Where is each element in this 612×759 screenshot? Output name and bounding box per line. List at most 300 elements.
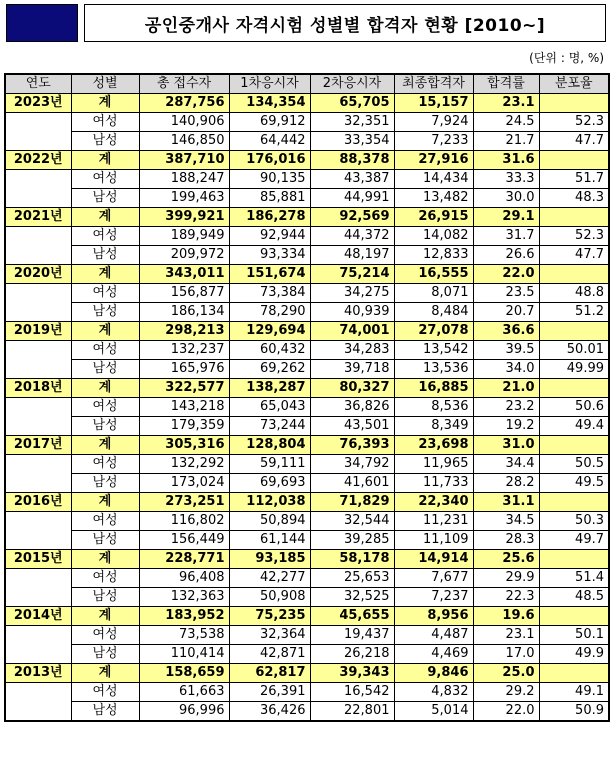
distribution-cell: 50.01 xyxy=(539,341,609,360)
round1-cell: 138,287 xyxy=(229,379,310,398)
distribution-cell: 51.4 xyxy=(539,569,609,588)
sex-cell: 여성 xyxy=(71,113,139,132)
round2-cell: 44,991 xyxy=(310,189,394,208)
year-cell: 2013년 xyxy=(5,664,71,683)
round2-cell: 76,393 xyxy=(310,436,394,455)
distribution-cell xyxy=(539,550,609,569)
round2-cell: 19,437 xyxy=(310,626,394,645)
total-applicants-cell: 132,237 xyxy=(139,341,229,360)
final-pass-cell: 8,536 xyxy=(394,398,473,417)
pass-rate-cell: 24.5 xyxy=(473,113,539,132)
final-pass-cell: 15,157 xyxy=(394,94,473,113)
round1-cell: 42,277 xyxy=(229,569,310,588)
pass-rate-cell: 25.6 xyxy=(473,550,539,569)
table-row xyxy=(5,607,609,626)
round2-cell: 44,372 xyxy=(310,227,394,246)
title-bar xyxy=(6,4,606,42)
table-row xyxy=(5,341,609,360)
round1-cell: 93,334 xyxy=(229,246,310,265)
year-spacer-cell xyxy=(5,512,71,531)
pass-rate-cell: 34.5 xyxy=(473,512,539,531)
final-pass-cell: 16,555 xyxy=(394,265,473,284)
final-pass-cell: 8,956 xyxy=(394,607,473,626)
sex-cell: 계 xyxy=(71,208,139,227)
year-spacer-cell xyxy=(5,284,71,303)
distribution-cell xyxy=(539,94,609,113)
sex-cell: 여성 xyxy=(71,512,139,531)
col-header-total-applicants: 총 접수자 xyxy=(139,74,229,94)
round1-cell: 128,804 xyxy=(229,436,310,455)
pass-rate-cell: 22.3 xyxy=(473,588,539,607)
year-spacer-cell xyxy=(5,189,71,208)
pass-rate-cell: 34.4 xyxy=(473,455,539,474)
round2-cell: 80,327 xyxy=(310,379,394,398)
distribution-cell: 47.7 xyxy=(539,132,609,151)
sex-cell: 여성 xyxy=(71,398,139,417)
year-spacer-cell xyxy=(5,398,71,417)
distribution-cell: 50.6 xyxy=(539,398,609,417)
year-cell: 2018년 xyxy=(5,379,71,398)
final-pass-cell: 26,915 xyxy=(394,208,473,227)
total-applicants-cell: 322,577 xyxy=(139,379,229,398)
table-row xyxy=(5,170,609,189)
year-cell: 2020년 xyxy=(5,265,71,284)
round2-cell: 34,792 xyxy=(310,455,394,474)
round1-cell: 92,944 xyxy=(229,227,310,246)
total-applicants-cell: 399,921 xyxy=(139,208,229,227)
table-row xyxy=(5,702,609,722)
table-row xyxy=(5,303,609,322)
total-applicants-cell: 96,996 xyxy=(139,702,229,722)
table-row xyxy=(5,626,609,645)
total-applicants-cell: 343,011 xyxy=(139,265,229,284)
pass-rate-cell: 39.5 xyxy=(473,341,539,360)
distribution-cell xyxy=(539,493,609,512)
table-row xyxy=(5,683,609,702)
table-row xyxy=(5,113,609,132)
year-spacer-cell xyxy=(5,132,71,151)
final-pass-cell: 13,542 xyxy=(394,341,473,360)
total-applicants-cell: 143,218 xyxy=(139,398,229,417)
sex-cell: 남성 xyxy=(71,474,139,493)
total-applicants-cell: 209,972 xyxy=(139,246,229,265)
distribution-cell xyxy=(539,379,609,398)
pass-rate-cell: 34.0 xyxy=(473,360,539,379)
sex-cell: 남성 xyxy=(71,645,139,664)
year-spacer-cell xyxy=(5,531,71,550)
distribution-cell xyxy=(539,436,609,455)
table-row xyxy=(5,550,609,569)
year-spacer-cell xyxy=(5,702,71,722)
final-pass-cell: 14,914 xyxy=(394,550,473,569)
sex-cell: 남성 xyxy=(71,189,139,208)
final-pass-cell: 14,434 xyxy=(394,170,473,189)
table-row xyxy=(5,227,609,246)
pass-rate-cell: 21.0 xyxy=(473,379,539,398)
total-applicants-cell: 183,952 xyxy=(139,607,229,626)
total-applicants-cell: 387,710 xyxy=(139,151,229,170)
distribution-cell: 49.1 xyxy=(539,683,609,702)
year-spacer-cell xyxy=(5,113,71,132)
year-spacer-cell xyxy=(5,246,71,265)
distribution-cell: 49.7 xyxy=(539,531,609,550)
col-header-round2: 2차응시자 xyxy=(310,74,394,94)
total-applicants-cell: 298,213 xyxy=(139,322,229,341)
round2-cell: 36,826 xyxy=(310,398,394,417)
round2-cell: 32,351 xyxy=(310,113,394,132)
year-cell: 2022년 xyxy=(5,151,71,170)
year-cell: 2015년 xyxy=(5,550,71,569)
round1-cell: 73,244 xyxy=(229,417,310,436)
distribution-cell: 49.4 xyxy=(539,417,609,436)
page-title: 공인중개사 자격시험 성별별 합격자 현황 [2010~] xyxy=(84,4,606,42)
round2-cell: 39,343 xyxy=(310,664,394,683)
sex-cell: 여성 xyxy=(71,569,139,588)
round1-cell: 129,694 xyxy=(229,322,310,341)
distribution-cell: 49.9 xyxy=(539,645,609,664)
total-applicants-cell: 228,771 xyxy=(139,550,229,569)
sex-cell: 여성 xyxy=(71,170,139,189)
total-applicants-cell: 116,802 xyxy=(139,512,229,531)
round1-cell: 42,871 xyxy=(229,645,310,664)
total-applicants-cell: 110,414 xyxy=(139,645,229,664)
round2-cell: 32,525 xyxy=(310,588,394,607)
distribution-cell: 52.3 xyxy=(539,113,609,132)
pass-rate-cell: 31.0 xyxy=(473,436,539,455)
round2-cell: 25,653 xyxy=(310,569,394,588)
pass-rate-cell: 22.0 xyxy=(473,265,539,284)
round2-cell: 43,387 xyxy=(310,170,394,189)
round2-cell: 39,285 xyxy=(310,531,394,550)
year-spacer-cell xyxy=(5,360,71,379)
year-spacer-cell xyxy=(5,170,71,189)
final-pass-cell: 4,469 xyxy=(394,645,473,664)
total-applicants-cell: 173,024 xyxy=(139,474,229,493)
sex-cell: 남성 xyxy=(71,360,139,379)
pass-rate-cell: 29.1 xyxy=(473,208,539,227)
distribution-cell: 48.3 xyxy=(539,189,609,208)
round2-cell: 45,655 xyxy=(310,607,394,626)
year-spacer-cell xyxy=(5,645,71,664)
table-row xyxy=(5,265,609,284)
year-cell: 2023년 xyxy=(5,94,71,113)
round2-cell: 43,501 xyxy=(310,417,394,436)
round2-cell: 34,275 xyxy=(310,284,394,303)
sex-cell: 여성 xyxy=(71,626,139,645)
table-row xyxy=(5,531,609,550)
sex-cell: 계 xyxy=(71,265,139,284)
sex-cell: 계 xyxy=(71,550,139,569)
round2-cell: 74,001 xyxy=(310,322,394,341)
total-applicants-cell: 189,949 xyxy=(139,227,229,246)
round1-cell: 69,693 xyxy=(229,474,310,493)
round1-cell: 60,432 xyxy=(229,341,310,360)
final-pass-cell: 16,885 xyxy=(394,379,473,398)
pass-rate-cell: 19.6 xyxy=(473,607,539,626)
table-body xyxy=(5,94,609,722)
year-spacer-cell xyxy=(5,626,71,645)
total-applicants-cell: 188,247 xyxy=(139,170,229,189)
pass-rate-cell: 19.2 xyxy=(473,417,539,436)
final-pass-cell: 8,484 xyxy=(394,303,473,322)
table-header-row xyxy=(5,74,609,94)
table-row xyxy=(5,417,609,436)
final-pass-cell: 13,482 xyxy=(394,189,473,208)
round1-cell: 176,016 xyxy=(229,151,310,170)
total-applicants-cell: 287,756 xyxy=(139,94,229,113)
sex-cell: 남성 xyxy=(71,702,139,722)
round1-cell: 78,290 xyxy=(229,303,310,322)
pass-rate-cell: 33.3 xyxy=(473,170,539,189)
sex-cell: 계 xyxy=(71,436,139,455)
year-spacer-cell xyxy=(5,417,71,436)
table-row xyxy=(5,208,609,227)
stats-table xyxy=(4,73,610,722)
final-pass-cell: 11,109 xyxy=(394,531,473,550)
round1-cell: 93,185 xyxy=(229,550,310,569)
col-header-pass-rate: 합격률 xyxy=(473,74,539,94)
sex-cell: 남성 xyxy=(71,246,139,265)
pass-rate-cell: 23.1 xyxy=(473,626,539,645)
final-pass-cell: 27,078 xyxy=(394,322,473,341)
round1-cell: 134,354 xyxy=(229,94,310,113)
year-spacer-cell xyxy=(5,683,71,702)
table-row xyxy=(5,94,609,113)
distribution-cell: 49.5 xyxy=(539,474,609,493)
table-row xyxy=(5,588,609,607)
total-applicants-cell: 165,976 xyxy=(139,360,229,379)
table-row xyxy=(5,493,609,512)
pass-rate-cell: 30.0 xyxy=(473,189,539,208)
round2-cell: 65,705 xyxy=(310,94,394,113)
year-spacer-cell xyxy=(5,303,71,322)
distribution-cell: 50.3 xyxy=(539,512,609,531)
year-spacer-cell xyxy=(5,474,71,493)
final-pass-cell: 7,924 xyxy=(394,113,473,132)
title-accent-block xyxy=(6,4,78,42)
pass-rate-cell: 25.0 xyxy=(473,664,539,683)
final-pass-cell: 8,071 xyxy=(394,284,473,303)
round1-cell: 61,144 xyxy=(229,531,310,550)
round2-cell: 16,542 xyxy=(310,683,394,702)
col-header-round1: 1차응시자 xyxy=(229,74,310,94)
table-row xyxy=(5,284,609,303)
pass-rate-cell: 26.6 xyxy=(473,246,539,265)
total-applicants-cell: 132,363 xyxy=(139,588,229,607)
distribution-cell: 48.8 xyxy=(539,284,609,303)
round1-cell: 69,912 xyxy=(229,113,310,132)
final-pass-cell: 12,833 xyxy=(394,246,473,265)
round2-cell: 34,283 xyxy=(310,341,394,360)
table-row xyxy=(5,436,609,455)
final-pass-cell: 23,698 xyxy=(394,436,473,455)
distribution-cell xyxy=(539,208,609,227)
final-pass-cell: 22,340 xyxy=(394,493,473,512)
final-pass-cell: 27,916 xyxy=(394,151,473,170)
sex-cell: 여성 xyxy=(71,227,139,246)
distribution-cell: 50.1 xyxy=(539,626,609,645)
total-applicants-cell: 146,850 xyxy=(139,132,229,151)
pass-rate-cell: 23.1 xyxy=(473,94,539,113)
sex-cell: 계 xyxy=(71,379,139,398)
round2-cell: 71,829 xyxy=(310,493,394,512)
pass-rate-cell: 29.9 xyxy=(473,569,539,588)
round1-cell: 75,235 xyxy=(229,607,310,626)
distribution-cell: 51.2 xyxy=(539,303,609,322)
total-applicants-cell: 158,659 xyxy=(139,664,229,683)
table-row xyxy=(5,379,609,398)
round1-cell: 36,426 xyxy=(229,702,310,722)
distribution-cell xyxy=(539,322,609,341)
table-row xyxy=(5,132,609,151)
round1-cell: 65,043 xyxy=(229,398,310,417)
year-cell: 2019년 xyxy=(5,322,71,341)
table-row xyxy=(5,512,609,531)
total-applicants-cell: 186,134 xyxy=(139,303,229,322)
round2-cell: 32,544 xyxy=(310,512,394,531)
round2-cell: 41,601 xyxy=(310,474,394,493)
round2-cell: 33,354 xyxy=(310,132,394,151)
round1-cell: 59,111 xyxy=(229,455,310,474)
pass-rate-cell: 23.2 xyxy=(473,398,539,417)
total-applicants-cell: 156,877 xyxy=(139,284,229,303)
total-applicants-cell: 73,538 xyxy=(139,626,229,645)
final-pass-cell: 4,832 xyxy=(394,683,473,702)
col-header-final-pass: 최종합격자 xyxy=(394,74,473,94)
final-pass-cell: 11,965 xyxy=(394,455,473,474)
distribution-cell: 48.5 xyxy=(539,588,609,607)
distribution-cell: 50.5 xyxy=(539,455,609,474)
col-header-distribution: 분포율 xyxy=(539,74,609,94)
table-row xyxy=(5,360,609,379)
pass-rate-cell: 28.2 xyxy=(473,474,539,493)
total-applicants-cell: 179,359 xyxy=(139,417,229,436)
sex-cell: 남성 xyxy=(71,417,139,436)
table-row xyxy=(5,455,609,474)
distribution-cell: 51.7 xyxy=(539,170,609,189)
round2-cell: 88,378 xyxy=(310,151,394,170)
final-pass-cell: 8,349 xyxy=(394,417,473,436)
round2-cell: 39,718 xyxy=(310,360,394,379)
round1-cell: 64,442 xyxy=(229,132,310,151)
total-applicants-cell: 140,906 xyxy=(139,113,229,132)
final-pass-cell: 9,846 xyxy=(394,664,473,683)
round1-cell: 151,674 xyxy=(229,265,310,284)
round1-cell: 69,262 xyxy=(229,360,310,379)
year-cell: 2014년 xyxy=(5,607,71,626)
round1-cell: 85,881 xyxy=(229,189,310,208)
final-pass-cell: 13,536 xyxy=(394,360,473,379)
unit-note: (단위 : 명, %) xyxy=(529,51,604,65)
final-pass-cell: 7,237 xyxy=(394,588,473,607)
sex-cell: 여성 xyxy=(71,455,139,474)
round1-cell: 73,384 xyxy=(229,284,310,303)
pass-rate-cell: 31.7 xyxy=(473,227,539,246)
year-cell: 2016년 xyxy=(5,493,71,512)
pass-rate-cell: 29.2 xyxy=(473,683,539,702)
year-spacer-cell xyxy=(5,341,71,360)
table-row xyxy=(5,189,609,208)
year-spacer-cell xyxy=(5,569,71,588)
sex-cell: 남성 xyxy=(71,132,139,151)
sex-cell: 계 xyxy=(71,664,139,683)
distribution-cell xyxy=(539,607,609,626)
col-header-sex: 성별 xyxy=(71,74,139,94)
final-pass-cell: 14,082 xyxy=(394,227,473,246)
col-header-year: 연도 xyxy=(5,74,71,94)
final-pass-cell: 7,677 xyxy=(394,569,473,588)
total-applicants-cell: 61,663 xyxy=(139,683,229,702)
distribution-cell xyxy=(539,265,609,284)
sex-cell: 남성 xyxy=(71,588,139,607)
sex-cell: 여성 xyxy=(71,683,139,702)
pass-rate-cell: 17.0 xyxy=(473,645,539,664)
year-spacer-cell xyxy=(5,227,71,246)
total-applicants-cell: 96,408 xyxy=(139,569,229,588)
pass-rate-cell: 28.3 xyxy=(473,531,539,550)
table-row xyxy=(5,151,609,170)
year-cell: 2017년 xyxy=(5,436,71,455)
pass-rate-cell: 22.0 xyxy=(473,702,539,722)
pass-rate-cell: 31.1 xyxy=(473,493,539,512)
final-pass-cell: 7,233 xyxy=(394,132,473,151)
sex-cell: 계 xyxy=(71,607,139,626)
sex-cell: 계 xyxy=(71,151,139,170)
sex-cell: 계 xyxy=(71,94,139,113)
pass-rate-cell: 31.6 xyxy=(473,151,539,170)
sex-cell: 여성 xyxy=(71,341,139,360)
sex-cell: 계 xyxy=(71,493,139,512)
table-row xyxy=(5,398,609,417)
total-applicants-cell: 199,463 xyxy=(139,189,229,208)
pass-rate-cell: 23.5 xyxy=(473,284,539,303)
distribution-cell: 49.99 xyxy=(539,360,609,379)
final-pass-cell: 11,231 xyxy=(394,512,473,531)
table-row xyxy=(5,246,609,265)
distribution-cell xyxy=(539,664,609,683)
round2-cell: 48,197 xyxy=(310,246,394,265)
total-applicants-cell: 273,251 xyxy=(139,493,229,512)
year-spacer-cell xyxy=(5,588,71,607)
sex-cell: 남성 xyxy=(71,303,139,322)
year-cell: 2021년 xyxy=(5,208,71,227)
table-row xyxy=(5,645,609,664)
distribution-cell: 50.9 xyxy=(539,702,609,722)
round2-cell: 92,569 xyxy=(310,208,394,227)
round1-cell: 26,391 xyxy=(229,683,310,702)
round1-cell: 50,908 xyxy=(229,588,310,607)
distribution-cell xyxy=(539,151,609,170)
pass-rate-cell: 36.6 xyxy=(473,322,539,341)
round1-cell: 112,038 xyxy=(229,493,310,512)
final-pass-cell: 11,733 xyxy=(394,474,473,493)
pass-rate-cell: 21.7 xyxy=(473,132,539,151)
table-row xyxy=(5,664,609,683)
round1-cell: 90,135 xyxy=(229,170,310,189)
table-row xyxy=(5,569,609,588)
round2-cell: 26,218 xyxy=(310,645,394,664)
round1-cell: 50,894 xyxy=(229,512,310,531)
distribution-cell: 52.3 xyxy=(539,227,609,246)
table-row xyxy=(5,322,609,341)
final-pass-cell: 5,014 xyxy=(394,702,473,722)
round2-cell: 58,178 xyxy=(310,550,394,569)
round2-cell: 75,214 xyxy=(310,265,394,284)
table-row xyxy=(5,474,609,493)
total-applicants-cell: 132,292 xyxy=(139,455,229,474)
distribution-cell: 47.7 xyxy=(539,246,609,265)
sex-cell: 남성 xyxy=(71,531,139,550)
